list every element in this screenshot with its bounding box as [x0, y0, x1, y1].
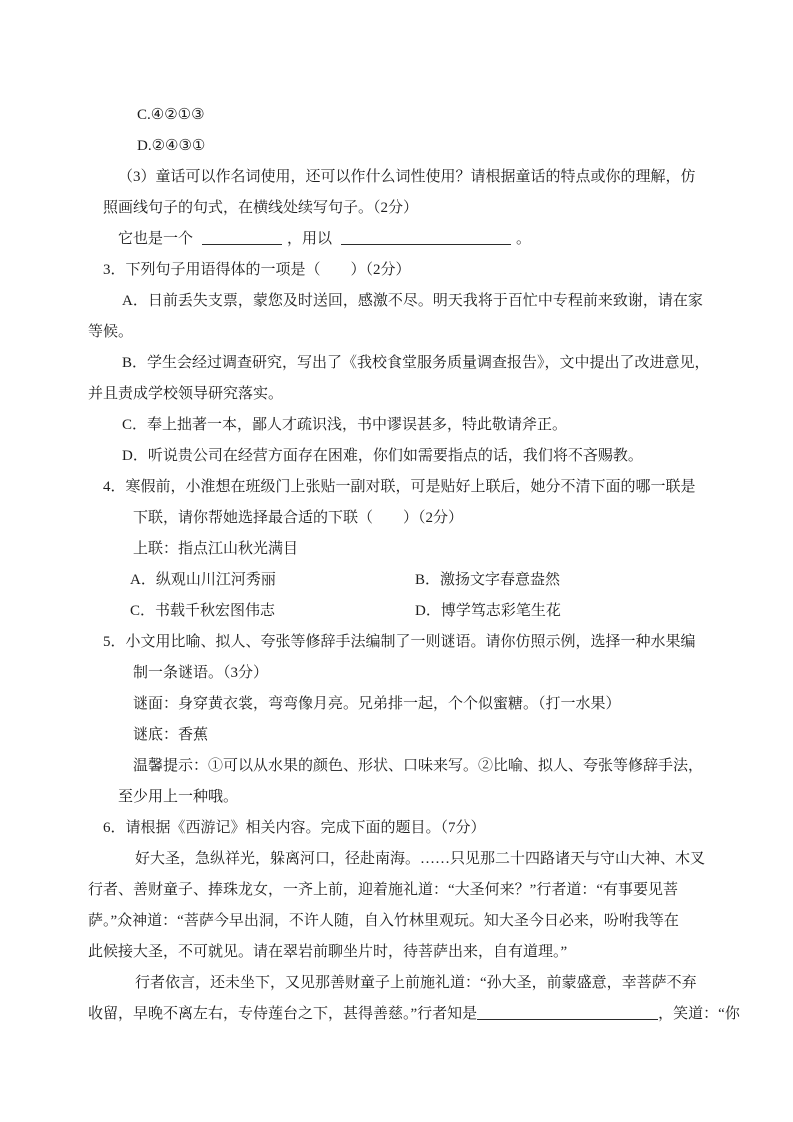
q2-sub3-answer-line	[0, 224, 793, 255]
q2-sub3-stem-line1: （3）童话可以作名词使用，还可以作什么词性使用？请根据童话的特点或你的理解，仿	[118, 169, 696, 185]
q3-option-a-line2: 等候。	[88, 324, 134, 340]
q3-option-c-line: C．奉上拙著一本，鄙人才疏识浅，书中谬误甚多，特此敬请斧正。	[122, 417, 568, 433]
q6-passage2-pre: 收留，早晚不离左右，专侍莲台之下，甚得善慈。”行者知是	[88, 1006, 478, 1022]
q3-option-b-line1: B．学生会经过调查研究，写出了《我校食堂服务质量调查报告》，文中提出了改进意见，	[122, 355, 710, 371]
q2-sub3-answer-pre: 它也是一个	[118, 231, 194, 247]
q6-passage1-line1: 好大圣，急纵祥光，躲离河口，径赴南海。……只见那二十四路诸天与守山大神、木叉	[135, 851, 706, 867]
q2-option-c-line: C.④②①③	[137, 107, 205, 123]
q4-options-row-ab	[0, 565, 793, 596]
q4-option-a: A．纵观山川江河秀丽	[130, 572, 276, 588]
q5-hint-line2: 至少用上一种哦。	[118, 789, 239, 805]
q2-sub3-stem-line2: 照画线句子的句式，在横线处续写句子。（2分）	[103, 200, 419, 216]
q4-option-d: D．博学笃志彩笔生花	[415, 603, 561, 619]
q2-sub3-answer-mid: ，用以	[287, 231, 333, 247]
q2-sub3-answer-post: 。	[516, 231, 532, 247]
q5-hint-line1: 温馨提示：①可以从水果的颜色、形状、口味来写。②比喻、拟人、夸张等修辞手法，	[133, 758, 704, 774]
q6-passage1-line3: 萨。”众神道：“菩萨今早出洞，不许人随，自入竹林里观玩。知大圣今日必来，吩咐我等在	[88, 913, 679, 929]
answer-blank-2	[341, 230, 511, 245]
q6-passage2-post: ，笑道：“你	[658, 1006, 740, 1022]
q4-stem-line1: 4．寒假前，小淮想在班级门上张贴一副对联，可是贴好上联后，她分不清下面的哪一联是	[103, 479, 696, 495]
q5-stem-line2: 制一条谜语。（3分）	[133, 665, 269, 681]
q4-option-c: C．书载千秋宏图伟志	[130, 603, 276, 619]
answer-blank-3	[477, 1005, 658, 1020]
q5-stem-line1: 5．小文用比喻、拟人、夸张等修辞手法编制了一则谜语。请你仿照示例，选择一种水果编	[103, 634, 696, 650]
q2-option-d-line: D.②④③①	[137, 138, 206, 154]
q5-riddle-clue-line: 谜面：身穿黄衣裳，弯弯像月亮。兄弟排一起，个个似蜜糖。（打一水果）	[133, 696, 621, 712]
q6-passage2-line1: 行者依言，还未坐下，又见那善财童子上前施礼道：“孙大圣，前蒙盛意，幸菩萨不弃	[135, 975, 697, 991]
q3-stem-line: 3．下列句子用语得体的一项是（ ）（2分）	[103, 262, 411, 278]
q4-option-b: B．激扬文字春意盎然	[415, 572, 561, 588]
q6-passage2-line2	[0, 999, 793, 1030]
q4-stem-line2: 下联，请你帮她选择最合适的下联（ ）（2分）	[133, 510, 464, 526]
q5-riddle-answer-line: 谜底：香蕉	[133, 727, 209, 743]
q6-passage1-line4: 此候接大圣，不可就见。请在翠岩前聊坐片时，待菩萨出来，自有道理。”	[88, 944, 568, 960]
q6-stem-line: 6．请根据《西游记》相关内容。完成下面的题目。（7分）	[103, 820, 486, 836]
q6-passage1-line2: 行者、善财童子、捧珠龙女，一齐上前，迎着施礼道：“大圣何来？”行者道：“有事要见菩	[88, 882, 678, 898]
q4-options-row-cd	[0, 596, 793, 627]
q4-shanglian-line: 上联：指点江山秋光满目	[133, 541, 299, 557]
q3-option-b-line2: 并且责成学校领导研究落实。	[88, 386, 284, 402]
answer-blank-1	[202, 230, 282, 245]
q3-option-a-line1: A．日前丢失支票，蒙您及时送回，感激不尽。明天我将于百忙中专程前来致谢，请在家	[122, 293, 703, 309]
q3-option-d-line: D．听说贵公司在经营方面存在困难，你们如需要指点的话，我们将不吝赐教。	[122, 448, 643, 464]
